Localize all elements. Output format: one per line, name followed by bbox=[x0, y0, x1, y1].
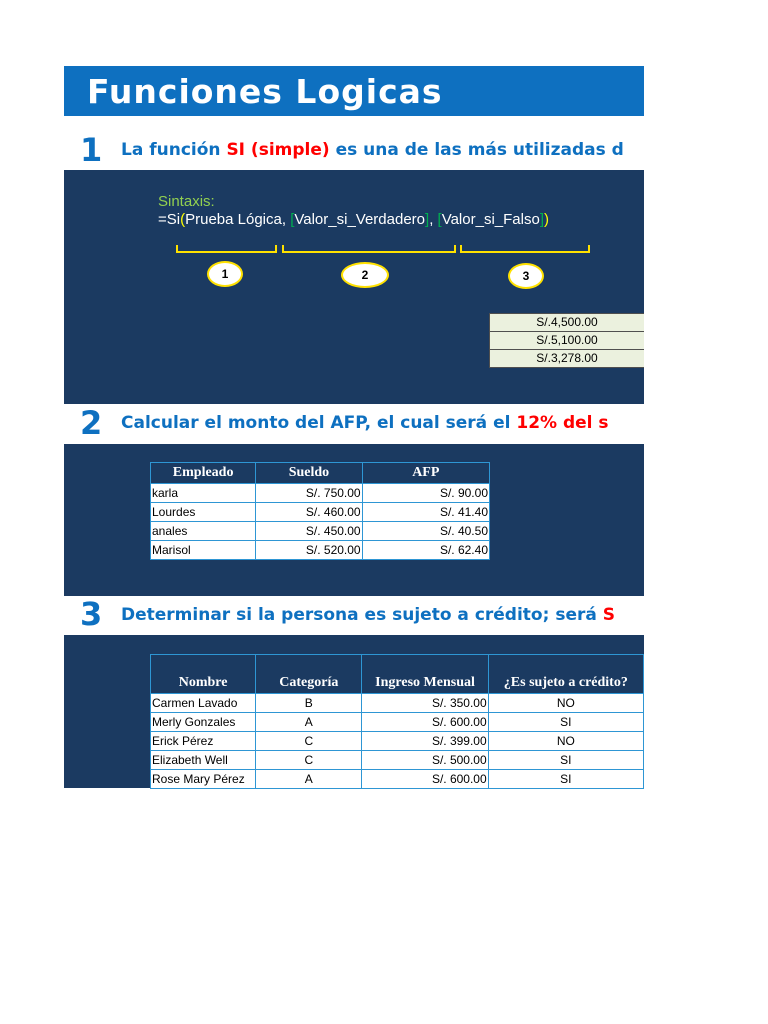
formula-arg-test: Prueba Lógica, bbox=[185, 211, 291, 228]
cell-afp[interactable]: S/. 90.00 bbox=[362, 484, 489, 503]
formula-func: =Si bbox=[158, 211, 181, 228]
cell-credito[interactable]: SI bbox=[488, 751, 643, 770]
cell-nombre[interactable]: Erick Pérez bbox=[151, 732, 256, 751]
syntax-label: Sintaxis: bbox=[158, 193, 215, 210]
formula-open-paren: ( bbox=[180, 211, 186, 228]
column-header: Sueldo bbox=[256, 463, 362, 484]
table-row bbox=[151, 732, 644, 751]
cell-empleado[interactable]: anales bbox=[151, 522, 256, 541]
cell-ingreso[interactable]: S/. 399.00 bbox=[362, 732, 488, 751]
cell-afp[interactable]: S/. 41.40 bbox=[362, 503, 489, 522]
cell-categoria[interactable]: C bbox=[256, 751, 362, 770]
section-2-heading bbox=[121, 413, 609, 433]
cell-sueldo[interactable]: S/. 460.00 bbox=[256, 503, 362, 522]
formula-close-paren: ) bbox=[543, 211, 549, 228]
cell-sueldo[interactable]: S/. 750.00 bbox=[256, 484, 362, 503]
cell-ingreso[interactable]: S/. 600.00 bbox=[362, 770, 488, 789]
table-row bbox=[151, 770, 644, 789]
cell-categoria[interactable]: A bbox=[256, 770, 362, 789]
formula-bracket-close-2: ] bbox=[539, 211, 544, 228]
column-header: Empleado bbox=[151, 463, 256, 484]
table-row bbox=[151, 751, 644, 770]
afp-table bbox=[150, 462, 490, 560]
section-2-text-a: Calcular el monto del AFP, el cual será el bbox=[121, 413, 517, 433]
cell-ingreso[interactable]: S/. 500.00 bbox=[362, 751, 488, 770]
section-1-panel bbox=[64, 170, 644, 404]
section-3-number: 3 bbox=[80, 595, 103, 633]
cell-categoria[interactable]: B bbox=[256, 694, 362, 713]
cell-empleado[interactable]: Lourdes bbox=[151, 503, 256, 522]
cell-nombre[interactable]: Elizabeth Well bbox=[151, 751, 256, 770]
cell-categoria[interactable]: A bbox=[256, 713, 362, 732]
section-2-highlight: 12% del s bbox=[516, 413, 609, 433]
formula-comma: , bbox=[429, 211, 438, 228]
column-header: Categoría bbox=[256, 655, 362, 694]
column-header: AFP bbox=[362, 463, 489, 484]
section-1-number: 1 bbox=[80, 131, 103, 169]
cell-credito[interactable]: SI bbox=[488, 770, 643, 789]
cell-nombre[interactable]: Carmen Lavado bbox=[151, 694, 256, 713]
bracket-arg-3 bbox=[460, 245, 590, 253]
cell-empleado[interactable]: Marisol bbox=[151, 541, 256, 560]
cell-afp[interactable]: S/. 40.50 bbox=[362, 522, 489, 541]
column-header: ¿Es sujeto a crédito? bbox=[488, 655, 643, 694]
cell-empleado[interactable]: karla bbox=[151, 484, 256, 503]
cell-afp[interactable]: S/. 62.40 bbox=[362, 541, 489, 560]
section-1-text-b: es una de las más utilizadas d bbox=[329, 140, 624, 160]
page-title: Funciones Logicas bbox=[87, 72, 443, 111]
section-1-text-a: La función bbox=[121, 140, 227, 160]
formula-arg-true: Valor_si_Verdadero bbox=[294, 211, 426, 228]
cell-nombre[interactable]: Rose Mary Pérez bbox=[151, 770, 256, 789]
cell-ingreso[interactable]: S/. 350.00 bbox=[362, 694, 488, 713]
cell-categoria[interactable]: C bbox=[256, 732, 362, 751]
table-row bbox=[151, 484, 490, 503]
formula-bracket-open-2: [ bbox=[437, 211, 442, 228]
section-3-heading bbox=[121, 605, 615, 625]
section-1-highlight: SI (simple) bbox=[226, 140, 330, 160]
cell-credito[interactable]: SI bbox=[488, 713, 643, 732]
cell-nombre[interactable]: Merly Gonzales bbox=[151, 713, 256, 732]
table-row bbox=[151, 522, 490, 541]
section-1-heading bbox=[121, 140, 624, 160]
section-2-number: 2 bbox=[80, 404, 103, 442]
value-cell[interactable]: S/.4,500.00 bbox=[489, 313, 644, 332]
column-header: Ingreso Mensual bbox=[362, 655, 488, 694]
section-3-text-a: Determinar si la persona es sujeto a crédito; será bbox=[121, 605, 603, 625]
value-cell[interactable]: S/.5,100.00 bbox=[489, 331, 644, 350]
bracket-arg-2 bbox=[282, 245, 456, 253]
table-row bbox=[151, 503, 490, 522]
table-row bbox=[151, 541, 490, 560]
section-3-highlight: S bbox=[602, 605, 615, 625]
cell-credito[interactable]: NO bbox=[488, 694, 643, 713]
cell-ingreso[interactable]: S/. 600.00 bbox=[362, 713, 488, 732]
formula-arg-false: Valor_si_Falso bbox=[441, 211, 540, 228]
callout-3: 3 bbox=[508, 263, 544, 289]
credit-table bbox=[150, 654, 644, 789]
cell-credito[interactable]: NO bbox=[488, 732, 643, 751]
cell-sueldo[interactable]: S/. 520.00 bbox=[256, 541, 362, 560]
callout-2: 2 bbox=[341, 262, 389, 288]
callout-1: 1 bbox=[207, 261, 243, 287]
column-header: Nombre bbox=[151, 655, 256, 694]
table-row bbox=[151, 694, 644, 713]
syntax-formula bbox=[158, 211, 549, 228]
formula-bracket-close-1: ] bbox=[425, 211, 430, 228]
cell-sueldo[interactable]: S/. 450.00 bbox=[256, 522, 362, 541]
table-row bbox=[151, 713, 644, 732]
formula-bracket-open-1: [ bbox=[290, 211, 295, 228]
value-cell[interactable]: S/.3,278.00 bbox=[489, 349, 644, 368]
bracket-arg-1 bbox=[176, 245, 277, 253]
